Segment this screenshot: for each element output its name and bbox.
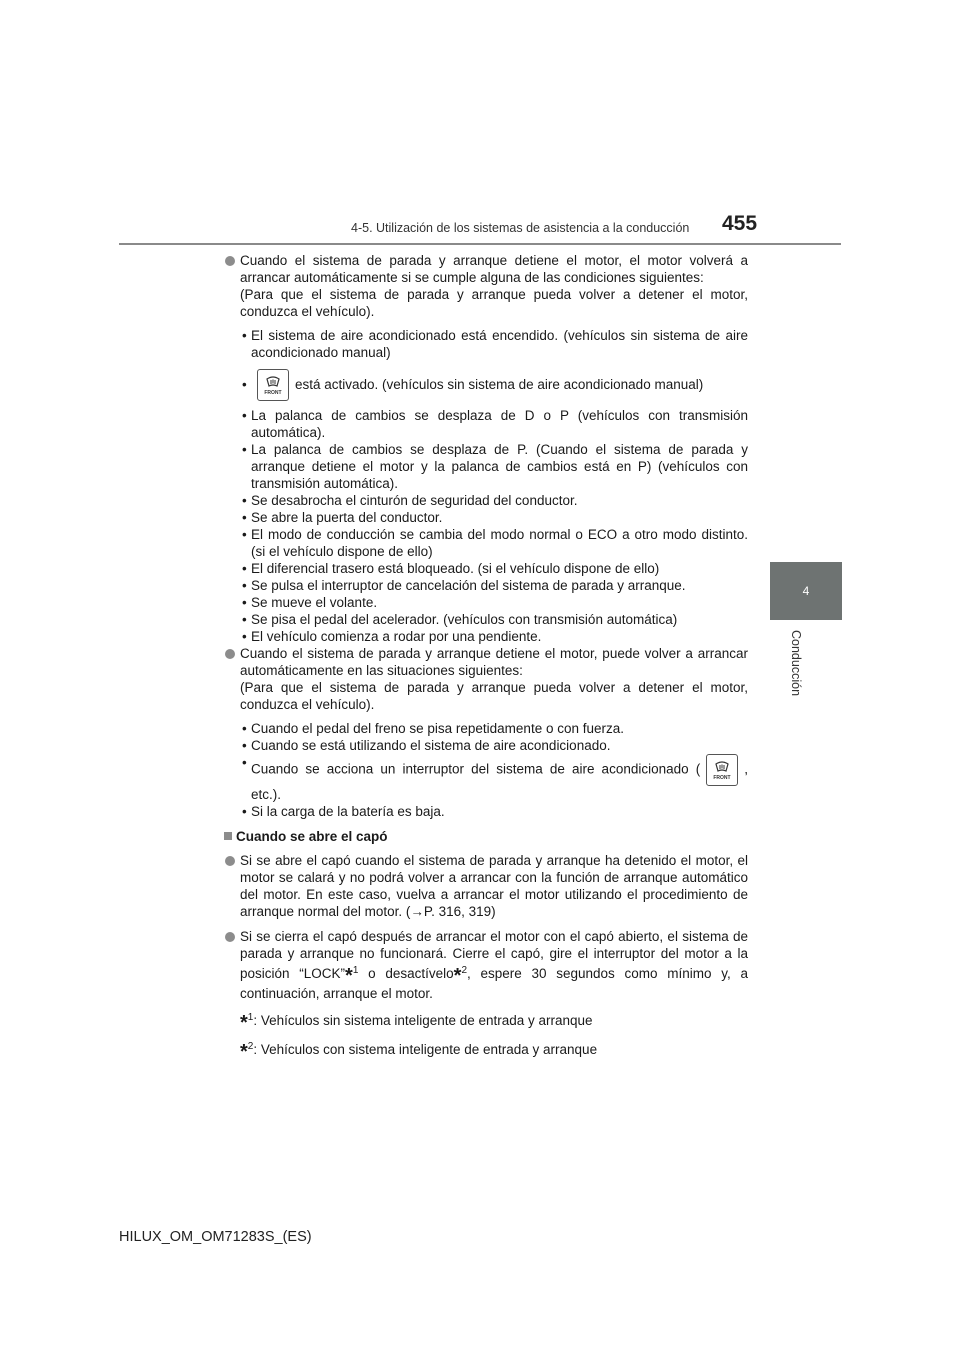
svg-text:FRONT: FRONT [713, 775, 731, 781]
list-item: • Si la carga de la batería es baja. [242, 804, 445, 819]
list-item: • Se pulsa el interruptor de cancelación del sistema de parada y arranque. [242, 578, 686, 593]
bullet-paragraph-restart-conditions [224, 252, 748, 320]
list-item: • Cuando el pedal del freno se pisa repetidamente o con fuerza. [242, 721, 624, 736]
list-item: • Cuando se está utilizando el sistema de aire acondicionado. [242, 738, 611, 753]
header-divider [119, 243, 841, 245]
front-defroster-button-icon [257, 369, 289, 401]
paragraph-note: (Para que el sistema de parada y arranque pueda volver a detener el motor, conduzca el vehículo). [240, 680, 748, 712]
list-item: • El sistema de aire acondicionado está encendido. (vehículos sin sistema de aire acondicionado manual) [242, 328, 748, 360]
list-item: • Se mueve el volante. [242, 595, 378, 610]
paragraph-note: (Para que el sistema de parada y arranque pueda volver a detener el motor, conduzca el vehículo). [240, 287, 748, 319]
restart-conditions-list [224, 407, 748, 645]
page-number: 455 [722, 212, 758, 235]
list-item: • La palanca de cambios se desplaza de D o P (vehículos con transmisión automática). [242, 408, 748, 440]
paragraph-text: Cuando el sistema de parada y arranque detiene el motor, puede volver a arrancar automáticamente en las situaciones siguientes: [240, 646, 748, 678]
footnote-1: *$^1$: Vehículos sin sistema inteligente de entrada y arranque [240, 1012, 593, 1034]
list-item: • La palanca de cambios se desplaza de P. (Cuando el sistema de parada y arranque detiene el motor y la palanca de cambios está en P) (vehículos con transmisión automática). [242, 442, 748, 491]
list-item: • El modo de conducción se cambia del modo normal o ECO a otro modo distinto. (si el vehículo dispone de ello) [242, 527, 748, 559]
square-bullet-icon [224, 832, 232, 840]
document-code: HILUX_OM_OM71283S_(ES) [119, 1229, 312, 1245]
bullet-paragraph-auto-restart [224, 645, 748, 713]
paragraph-text: Cuando el sistema de parada y arranque detiene el motor, el motor volverá a arrancar automáticamente si se cumple alguna de las condiciones siguientes: [240, 253, 748, 285]
restart-conditions-list [224, 327, 748, 361]
page-content [224, 252, 748, 1061]
list-item: • Se abre la puerta del conductor. [242, 510, 443, 525]
chapter-tab: 4 [770, 562, 842, 620]
bullet-paragraph-hood-open: Si se abre el capó cuando el sistema de parada y arranque ha detenido el motor, el motor se calará y no podrá volver a arrancar con la función de arranque automático del motor. En este caso, vuelva a arrancar el motor utilizando el procedimiento de arranque normal del motor. (→P. 316, 319) [224, 852, 748, 920]
chapter-tab-label: Conducción [789, 630, 803, 697]
restart-conditions-list [224, 367, 748, 403]
list-item: • FRONT está activado. (vehículos sin sistema de aire acondicionado manual) [224, 367, 748, 403]
list-item: • Se desabrocha el cinturón de seguridad del conductor. [242, 493, 578, 508]
list-item: • El diferencial trasero está bloqueado. (si el vehículo dispone de ello) [242, 561, 660, 576]
auto-restart-list [224, 720, 748, 820]
list-item: • Cuando se acciona un interruptor del sistema de aire acondicionado ( FRONT , etc.). [242, 755, 748, 802]
svg-text:FRONT: FRONT [264, 390, 282, 397]
footnote-2: *$^2$: Vehículos con sistema inteligente de entrada y arranque [240, 1041, 598, 1063]
front-defroster-button-icon [706, 754, 738, 786]
list-item: • El vehículo comienza a rodar por una pendiente. [242, 629, 542, 644]
list-item: • Se pisa el pedal del acelerador. (vehículos con transmisión automática) [242, 612, 678, 627]
bullet-paragraph-hood-closed: Si se cierra el capó después de arrancar el motor con el capó abierto, el sistema de parada y arranque no funcionará. Cierre el capó, gire el interruptor del motor a la posición “LOCK”*$^1$ o desactívelo*$^2$, espere 30 segundos como mínimo y, a continuación, arranque el motor. [224, 928, 748, 1002]
chapter-title: 4-5. Utilización de los sistemas de asistencia a la conducción [351, 221, 690, 235]
section-heading: Cuando se abre el capó [224, 828, 748, 845]
